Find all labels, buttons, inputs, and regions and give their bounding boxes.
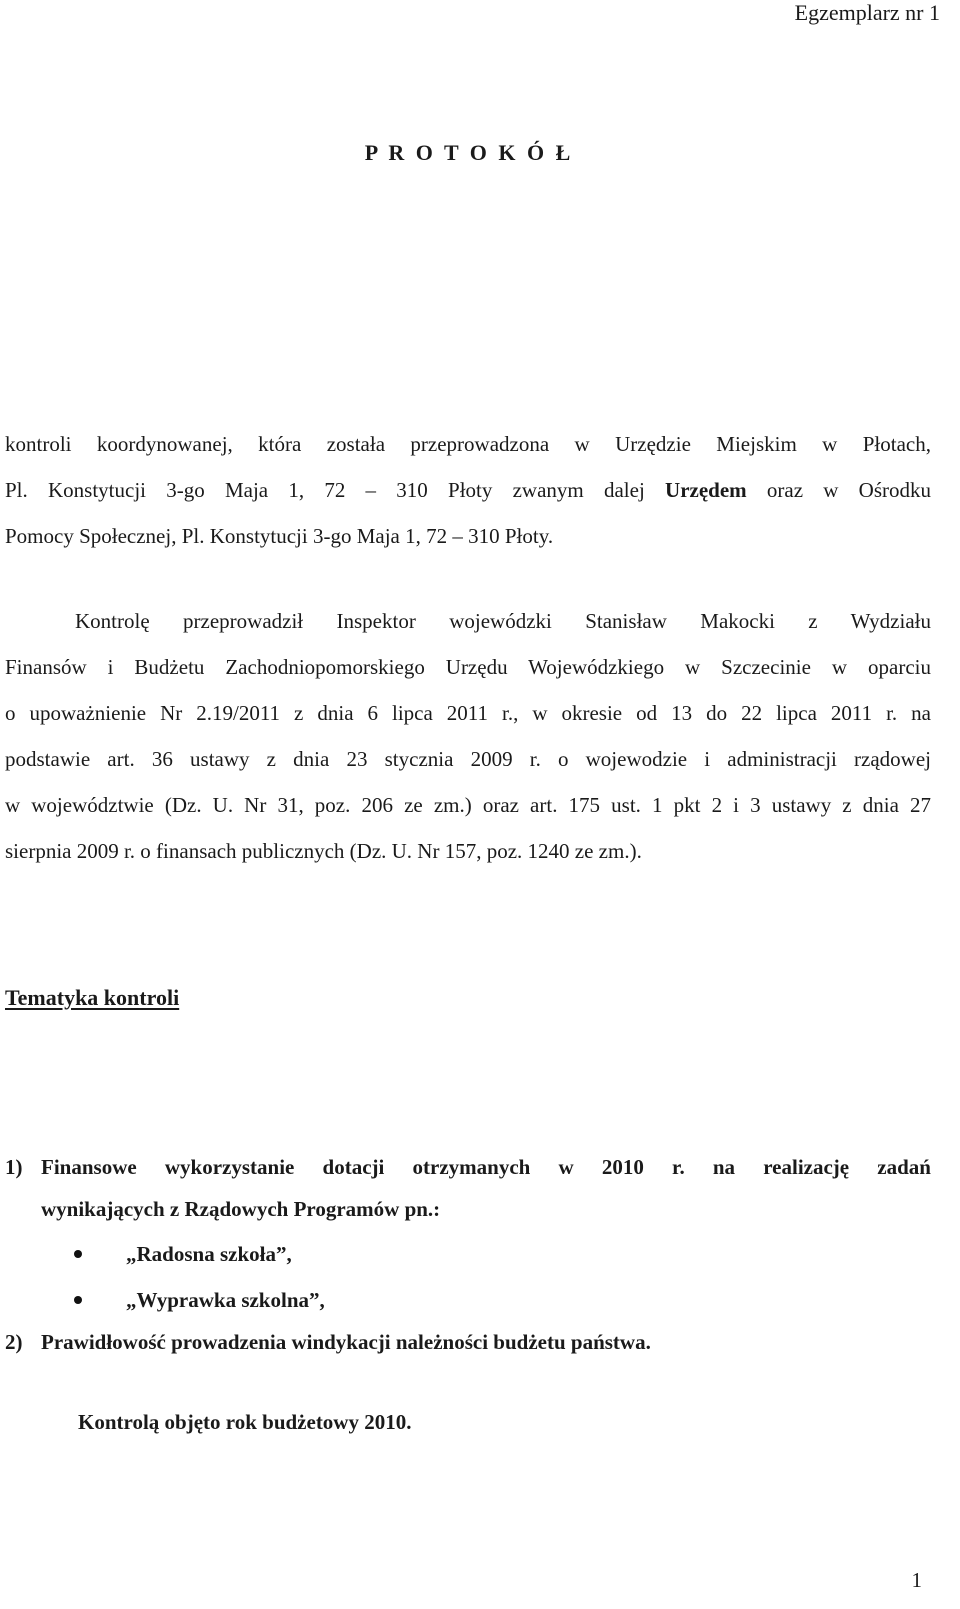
section-heading: Tematyka kontroli [5, 985, 180, 1010]
topic-2-text [41, 1321, 931, 1363]
intro-line-1: kontroli koordynowanej, która została przeprowadzona w Urzędzie Miejskim w Płotach, [5, 432, 931, 456]
copy-label: Egzemplarz nr 1 [794, 0, 940, 25]
intro-line-2 [5, 467, 931, 513]
topic-1 [5, 1146, 931, 1230]
topic-1-number: 1) [5, 1155, 23, 1179]
topic-2 [5, 1321, 931, 1363]
topic-2-number: 2) [5, 1330, 23, 1354]
document-title: P R O T O K Ó Ł [364, 140, 574, 165]
authority-line-5: w województwie (Dz. U. Nr 31, poz. 206 ze zm.) oraz art. 175 ust. 1 pkt 2 i 3 ustawy z dnia 27 [5, 793, 931, 817]
topic-1-text [41, 1146, 931, 1230]
topic-2-line-1: Prawidłowość prowadzenia windykacji należności budżetu państwa. [41, 1330, 651, 1354]
intro-line-2-tail: oraz w Ośrodku [746, 478, 931, 502]
bullet-icon [74, 1250, 82, 1258]
bullet-text: „Wyprawka szkolna”, [126, 1288, 325, 1312]
topic-1-line-2: wynikających z Rządowych Programów pn.: [41, 1197, 441, 1221]
authority-paragraph [5, 598, 931, 874]
bullet-item [74, 1239, 292, 1269]
authority-line-3: o upoważnienie Nr 2.19/2011 z dnia 6 lipca 2011 r., w okresie od 13 do 22 lipca 2011 r. na [5, 701, 931, 725]
page-number: 1 [911, 1568, 922, 1592]
intro-paragraph [5, 421, 931, 559]
authority-line-4: podstawie art. 36 ustawy z dnia 23 stycznia 2009 r. o wojewodzie i administracji rządowej [5, 747, 931, 771]
urzad-term: Urzędem [665, 478, 747, 502]
intro-line-2-text: Pl. Konstytucji 3-go Maja 1, 72 – 310 Płoty zwanym dalej [5, 478, 645, 502]
scope-statement: Kontrolą objęto rok budżetowy 2010. [78, 1410, 412, 1434]
authority-line-6: sierpnia 2009 r. o finansach publicznych (Dz. U. Nr 157, poz. 1240 ze zm.). [5, 839, 642, 863]
topic-1-line-1: Finansowe wykorzystanie dotacji otrzymanych w 2010 r. na realizację zadań [41, 1155, 931, 1179]
bullet-item [74, 1285, 325, 1315]
authority-line-1: Kontrolę przeprowadził Inspektor wojewódzki Stanisław Makocki z Wydziału [75, 609, 931, 633]
intro-line-3: Pomocy Społecznej, Pl. Konstytucji 3-go Maja 1, 72 – 310 Płoty. [5, 524, 554, 548]
authority-line-2: Finansów i Budżetu Zachodniopomorskiego Urzędu Wojewódzkiego w Szczecinie w oparciu [5, 655, 931, 679]
bullet-text: „Radosna szkoła”, [126, 1242, 292, 1266]
bullet-icon [74, 1296, 82, 1304]
